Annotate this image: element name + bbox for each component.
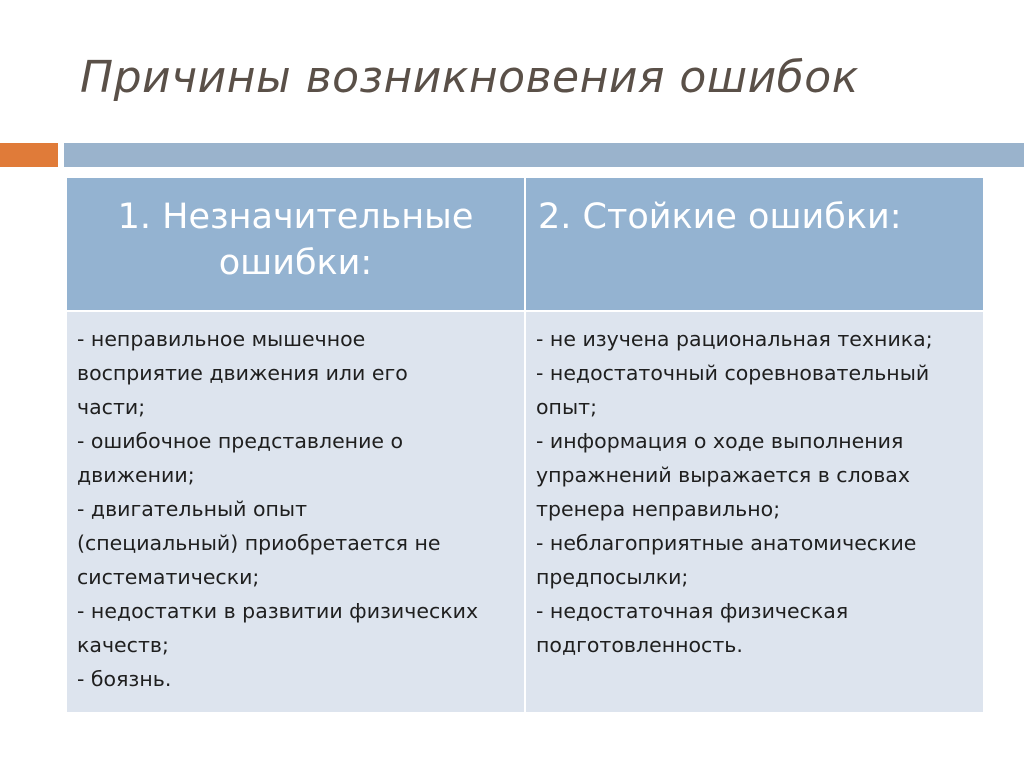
causes-table [67, 178, 983, 712]
accent-bar-blue [64, 143, 1024, 167]
minor-errors-line: восприятие движения или его [77, 361, 408, 385]
persistent-errors-cell [526, 312, 983, 712]
minor-errors-line: - ошибочное представление о [77, 429, 404, 453]
column-header-minor-errors: 1. Незначительные ошибки: [67, 178, 524, 310]
persistent-errors-line: - недостаточный соревновательный [536, 361, 930, 385]
persistent-errors-line: подготовленность. [536, 633, 743, 657]
minor-errors-line: движении; [77, 463, 195, 487]
minor-errors-line: - недостатки в развитии физических [77, 599, 479, 623]
minor-errors-line: систематически; [77, 565, 260, 589]
persistent-errors-line: предпосылки; [536, 565, 689, 589]
persistent-errors-line: упражнений выражается в словах [536, 463, 910, 487]
minor-errors-line: - боязнь. [77, 667, 172, 691]
persistent-errors-line: - не изучена рациональная техника; [536, 327, 933, 351]
persistent-errors-line: - информация о ходе выполнения [536, 429, 904, 453]
persistent-errors-line: - недостаточная физическая [536, 599, 849, 623]
minor-errors-line: - двигательный опыт [77, 497, 308, 521]
minor-errors-line: - неправильное мышечное [77, 327, 366, 351]
minor-errors-line: качеств; [77, 633, 169, 657]
column-header-persistent-errors: 2. Стойкие ошибки: [526, 178, 983, 310]
accent-bar-orange [0, 143, 58, 167]
minor-errors-line: (специальный) приобретается не [77, 531, 441, 555]
persistent-errors-line: тренера неправильно; [536, 497, 781, 521]
minor-errors-line: части; [77, 395, 146, 419]
persistent-errors-line: опыт; [536, 395, 597, 419]
persistent-errors-line: - неблагоприятные анатомические [536, 531, 917, 555]
slide-title: Причины возникновения ошибок [80, 52, 859, 103]
minor-errors-cell [67, 312, 524, 712]
